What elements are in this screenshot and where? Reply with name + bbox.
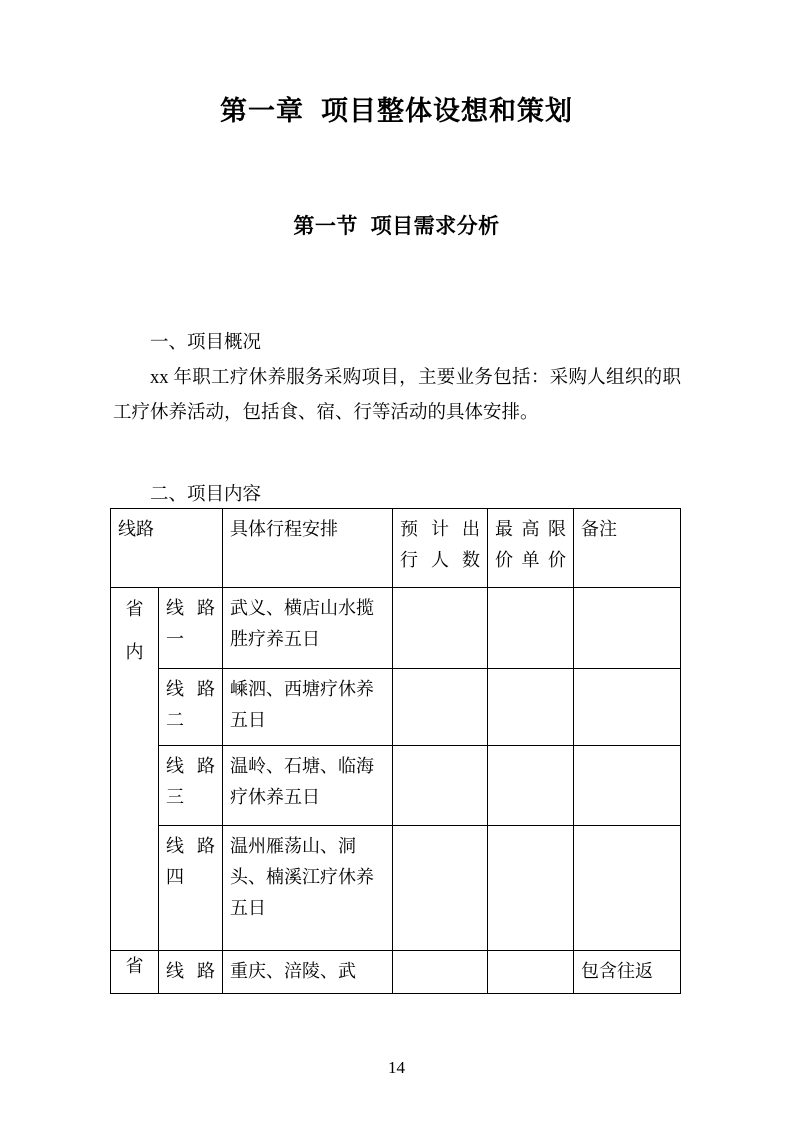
table-header-people-lines — [393, 509, 487, 582]
price-value — [488, 951, 573, 962]
page-number: 14 — [388, 1058, 405, 1077]
itinerary-cell — [223, 951, 393, 994]
table-header-remark-label: 备注 — [581, 519, 617, 539]
route-label: 线路三 — [166, 756, 215, 807]
itinerary-cell — [223, 746, 393, 826]
table-header-route — [111, 509, 223, 588]
table-row — [111, 746, 681, 826]
table-header-people-line2: 行人数 — [400, 550, 480, 570]
remark-value — [574, 826, 680, 837]
table-header-people — [393, 509, 488, 588]
table-header-route-label: 线路 — [118, 519, 154, 539]
price-cell — [488, 826, 574, 951]
region-in-province-stack — [111, 588, 158, 674]
remark-cell — [574, 588, 681, 669]
table-header-price-line2: 价单价 — [495, 550, 566, 570]
remark-cell — [574, 826, 681, 951]
route-cell — [159, 951, 223, 994]
remark-value — [574, 669, 680, 680]
remark-cell — [574, 746, 681, 826]
price-value — [488, 588, 573, 599]
people-cell — [393, 669, 488, 746]
route-label: 线路四 — [166, 836, 215, 887]
price-value — [488, 826, 573, 837]
itinerary-table — [110, 508, 681, 994]
people-cell — [393, 826, 488, 951]
people-cell — [393, 951, 488, 994]
itinerary-text: 武义、横店山水揽胜疗养五日 — [230, 598, 374, 649]
chapter-title: 第一章 项目整体设想和策划 — [219, 96, 573, 126]
table-header-itinerary — [223, 509, 393, 588]
table-header-remark — [574, 509, 681, 588]
region-in-province-char1: 省 — [125, 599, 144, 619]
price-cell — [488, 669, 574, 746]
table-header-price — [488, 509, 574, 588]
price-cell — [488, 746, 574, 826]
table-header-itinerary-label: 具体行程安排 — [230, 519, 338, 539]
people-value — [393, 951, 487, 962]
people-cell — [393, 588, 488, 669]
table-row — [111, 826, 681, 951]
heading-project-content: 二、项目内容 — [150, 485, 262, 505]
region-in-province-char2: 内 — [125, 642, 144, 662]
table-header-price-line1: 最高限 — [495, 519, 566, 539]
itinerary-text: 温岭、石塘、临海疗休养五日 — [230, 756, 374, 807]
route-label: 线路二 — [166, 679, 215, 730]
region-cell-in-province — [111, 588, 159, 951]
itinerary-cell — [223, 588, 393, 669]
remark-cell — [574, 669, 681, 746]
table-header-row — [111, 509, 681, 588]
remark-value — [574, 746, 680, 757]
heading-project-overview: 一、项目概况 — [150, 333, 262, 353]
table-row — [111, 588, 681, 669]
itinerary-text: 嵊泗、西塘疗休养五日 — [230, 679, 374, 730]
price-value — [488, 746, 573, 757]
table-row — [111, 669, 681, 746]
itinerary-text: 温州雁荡山、洞头、楠溪江疗休养五日 — [230, 836, 374, 918]
route-cell — [159, 746, 223, 826]
price-cell — [488, 588, 574, 669]
region-cell-out-province — [111, 951, 159, 994]
route-cell — [159, 826, 223, 951]
section-title: 第一节 项目需求分析 — [293, 215, 500, 238]
route-label: 线路 — [166, 961, 215, 981]
paragraph-project-overview: xx 年职工疗休养服务采购项目，主要业务包括：采购人组织的职工疗休养活动，包括食、宿、行等活动的具体安排。 — [113, 368, 681, 423]
table-row — [111, 951, 681, 994]
people-value — [393, 826, 487, 837]
price-cell — [488, 951, 574, 994]
route-cell — [159, 669, 223, 746]
itinerary-text: 重庆、涪陵、武 — [230, 961, 356, 981]
people-value — [393, 669, 487, 680]
itinerary-cell — [223, 669, 393, 746]
remark-value — [574, 588, 680, 599]
table-header-price-lines — [488, 509, 573, 582]
table-header-people-line1: 预计出 — [400, 519, 480, 539]
people-value — [393, 746, 487, 757]
route-label: 线路一 — [166, 598, 215, 649]
people-value — [393, 588, 487, 599]
people-cell — [393, 746, 488, 826]
itinerary-cell — [223, 826, 393, 951]
region-out-province-label: 省 — [125, 956, 144, 976]
remark-cell — [574, 951, 681, 994]
remark-value: 包含往返 — [581, 961, 653, 981]
price-value — [488, 669, 573, 680]
route-cell — [159, 588, 223, 669]
